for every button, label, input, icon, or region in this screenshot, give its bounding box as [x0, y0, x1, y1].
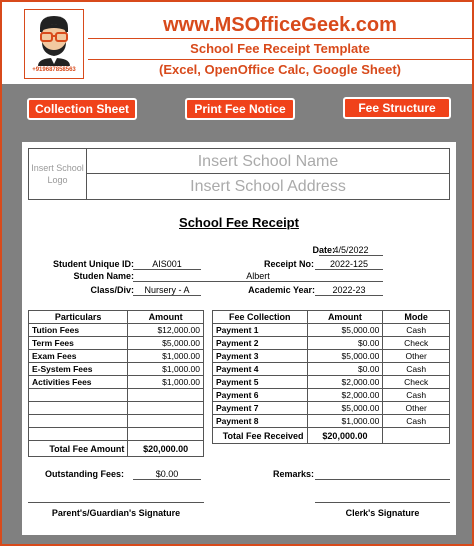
date-value[interactable]: 4/5/2022	[319, 245, 383, 256]
table-row	[29, 324, 204, 337]
total-row	[213, 428, 450, 444]
total-row	[29, 441, 204, 457]
fees-table	[28, 310, 204, 457]
total-received-label: Total Fee Received	[213, 428, 308, 444]
payment-mode[interactable]: Check	[383, 376, 450, 389]
col-amount: Amount	[128, 311, 204, 324]
fee-name[interactable]	[29, 428, 128, 441]
payment-mode[interactable]: Cash	[383, 324, 450, 337]
payment-amount[interactable]: $1,000.00	[307, 415, 383, 428]
payment-mode[interactable]: Cash	[383, 389, 450, 402]
fee-amount[interactable]	[128, 402, 204, 415]
remarks-field[interactable]	[315, 469, 450, 480]
payment-mode[interactable]: Check	[383, 337, 450, 350]
divider	[88, 38, 472, 39]
table-row	[213, 376, 450, 389]
divider	[88, 59, 472, 60]
fee-name[interactable]: Tution Fees	[29, 324, 128, 337]
fee-amount[interactable]	[128, 428, 204, 441]
payment-amount[interactable]: $5,000.00	[307, 350, 383, 363]
total-fee-value: $20,000.00	[128, 441, 204, 457]
outstanding-label: Outstanding Fees:	[44, 469, 124, 479]
fee-name[interactable]: Term Fees	[29, 337, 128, 350]
date-label: Date:	[312, 245, 335, 255]
parent-signature-line	[28, 502, 204, 503]
col-particulars: Particulars	[29, 311, 128, 324]
school-info-box	[28, 148, 450, 200]
class-label: Class/Div:	[90, 285, 134, 295]
payment-name: Payment 6	[213, 389, 308, 402]
phone-number: +919687858563	[32, 67, 76, 73]
class-value[interactable]: Nursery - A	[133, 285, 201, 296]
payment-name: Payment 7	[213, 402, 308, 415]
table-row	[213, 402, 450, 415]
fee-name[interactable]	[29, 415, 128, 428]
payment-amount[interactable]: $5,000.00	[307, 402, 383, 415]
payment-mode[interactable]: Other	[383, 350, 450, 363]
table-row	[29, 428, 204, 441]
fee-amount[interactable]: $1,000.00	[128, 350, 204, 363]
table-row	[29, 350, 204, 363]
outstanding-value: $0.00	[133, 469, 201, 480]
brand-logo	[24, 9, 84, 79]
academic-year-label: Academic Year:	[248, 285, 315, 295]
fee-name[interactable]: Exam Fees	[29, 350, 128, 363]
student-id-value[interactable]: AIS001	[133, 259, 201, 270]
receipt-title	[22, 215, 456, 230]
remarks-label: Remarks:	[272, 469, 314, 479]
clerk-signature-line	[315, 502, 450, 503]
payment-name: Payment 3	[213, 350, 308, 363]
table-row	[29, 363, 204, 376]
receipt-no-label: Receipt No:	[263, 259, 314, 269]
total-fee-label: Total Fee Amount	[29, 441, 128, 457]
student-name-label: Studen Name:	[73, 271, 134, 281]
school-name-field[interactable]: Insert School Name	[87, 149, 449, 174]
receipt-no-value[interactable]: 2022-125	[315, 259, 383, 270]
table-row	[213, 350, 450, 363]
receipt-sheet	[22, 142, 456, 535]
table-row	[213, 415, 450, 428]
fee-amount[interactable]: $1,000.00	[128, 376, 204, 389]
table-row	[213, 389, 450, 402]
fee-amount[interactable]: $12,000.00	[128, 324, 204, 337]
student-name-value[interactable]: Albert	[133, 271, 383, 282]
col-amount: Amount	[307, 311, 383, 324]
empty-cell	[383, 428, 450, 444]
table-row	[29, 389, 204, 402]
table-row	[29, 402, 204, 415]
payment-name: Payment 5	[213, 376, 308, 389]
school-address-field[interactable]: Insert School Address	[190, 178, 346, 195]
fee-amount[interactable]	[128, 415, 204, 428]
fee-name[interactable]	[29, 402, 128, 415]
print-fee-notice-button[interactable]: Print Fee Notice	[185, 98, 295, 120]
fee-structure-button[interactable]: Fee Structure	[343, 97, 451, 119]
fee-name[interactable]	[29, 389, 128, 402]
total-received-value: $20,000.00	[307, 428, 383, 444]
receipt-title-text: School Fee Receipt	[179, 215, 299, 230]
table-row	[29, 337, 204, 350]
collection-sheet-button[interactable]: Collection Sheet	[27, 98, 137, 120]
payment-amount[interactable]: $0.00	[307, 337, 383, 350]
site-title: www.MSOfficeGeek.com	[163, 14, 397, 36]
school-logo-placeholder[interactable]: Insert School Logo	[29, 149, 87, 199]
collection-table	[212, 310, 450, 444]
table-row	[29, 415, 204, 428]
table-row	[213, 324, 450, 337]
payment-mode[interactable]: Other	[383, 402, 450, 415]
fee-amount[interactable]: $5,000.00	[128, 337, 204, 350]
supported-apps: (Excel, OpenOffice Calc, Google Sheet)	[158, 62, 401, 77]
fee-amount[interactable]: $1,000.00	[128, 363, 204, 376]
payment-name: Payment 2	[213, 337, 308, 350]
table-row	[29, 376, 204, 389]
payment-amount[interactable]: $0.00	[307, 363, 383, 376]
table-row	[213, 337, 450, 350]
payment-name: Payment 8	[213, 415, 308, 428]
payment-mode[interactable]: Cash	[383, 363, 450, 376]
payment-amount[interactable]: $2,000.00	[307, 376, 383, 389]
col-mode: Mode	[383, 311, 450, 324]
payment-amount[interactable]: $2,000.00	[307, 389, 383, 402]
table-row	[213, 363, 450, 376]
geek-avatar-icon	[34, 14, 74, 66]
template-subtitle: School Fee Receipt Template	[190, 41, 370, 56]
payment-name: Payment 4	[213, 363, 308, 376]
fee-name[interactable]: Activities Fees	[29, 376, 128, 389]
payment-name: Payment 1	[213, 324, 308, 337]
payment-mode[interactable]: Cash	[383, 415, 450, 428]
payment-amount[interactable]: $5,000.00	[307, 324, 383, 337]
clerk-signature-label: Clerk's Signature	[345, 508, 420, 518]
student-id-label: Student Unique ID:	[53, 259, 134, 269]
fee-amount[interactable]	[128, 389, 204, 402]
academic-year-value[interactable]: 2022-23	[315, 285, 383, 296]
header	[2, 2, 472, 84]
col-fee-collection: Fee Collection	[213, 311, 308, 324]
fee-name[interactable]: E-System Fees	[29, 363, 128, 376]
parent-signature-label: Parent's/Guardian's Signature	[51, 508, 181, 518]
